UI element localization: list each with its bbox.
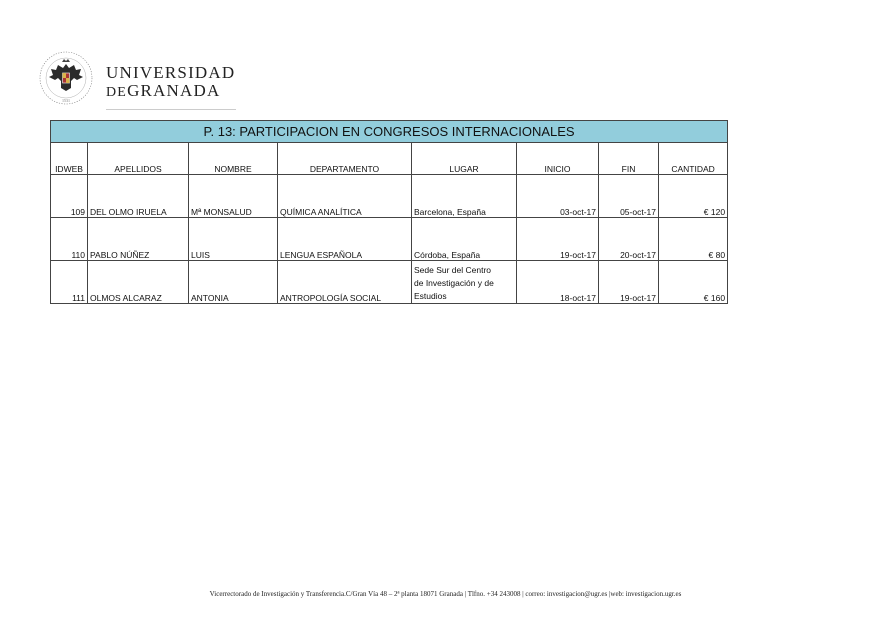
cell-inicio: 18-oct-17 — [517, 261, 599, 304]
column-header-departamento: DEPARTAMENTO — [278, 143, 412, 175]
cell-inicio: 03-oct-17 — [517, 175, 599, 218]
cell-fin: 05-oct-17 — [599, 175, 659, 218]
logo-line-granada: DEGRANADA — [106, 81, 221, 100]
cell-inicio: 19-oct-17 — [517, 218, 599, 261]
column-header-apellidos: APELLIDOS — [88, 143, 189, 175]
cell-fin: 19-oct-17 — [599, 261, 659, 304]
cell-departamento: QUÍMICA ANALÍTICA — [278, 175, 412, 218]
table-title: P. 13: PARTICIPACION EN CONGRESOS INTERNACIONALES — [51, 121, 728, 143]
cell-cantidad: € 160 — [659, 261, 728, 304]
table-row — [51, 218, 728, 261]
cell-idweb: 110 — [51, 218, 88, 261]
page-footer: Vicerrectorado de Investigación y Transferencia.C/Gran Vía 48 – 2ª planta 18071 Granada | Tlfno. +34 243008 | correo: investigacion@ugr.es |web: investigacion.ugr.es — [209, 590, 682, 598]
cell-idweb: 111 — [51, 261, 88, 304]
column-header-lugar: LUGAR — [412, 143, 517, 175]
university-seal-icon — [38, 50, 94, 106]
column-header-inicio: INICIO — [517, 143, 599, 175]
university-logo — [38, 50, 238, 110]
table-row — [51, 261, 728, 304]
column-header-fin: FIN — [599, 143, 659, 175]
cell-apellidos: PABLO NÚÑEZ — [88, 218, 189, 261]
table-header-row — [51, 143, 728, 175]
cell-idweb: 109 — [51, 175, 88, 218]
table-title-row — [51, 121, 728, 143]
logo-line-universidad: UNIVERSIDAD — [106, 63, 236, 82]
cell-lugar: Barcelona, España — [412, 175, 517, 218]
cell-nombre: LUIS — [189, 218, 278, 261]
cell-nombre: ANTONIA — [189, 261, 278, 304]
column-header-idweb: IDWEB — [51, 143, 88, 175]
column-header-cantidad: CANTIDAD — [659, 143, 728, 175]
cell-lugar — [412, 261, 517, 304]
cell-fin: 20-oct-17 — [599, 218, 659, 261]
cell-lugar: Córdoba, España — [412, 218, 517, 261]
table-row — [51, 175, 728, 218]
column-header-nombre: NOMBRE — [189, 143, 278, 175]
cell-apellidos: DEL OLMO IRUELA — [88, 175, 189, 218]
cell-departamento: LENGUA ESPAÑOLA — [278, 218, 412, 261]
cell-cantidad: € 120 — [659, 175, 728, 218]
cell-apellidos: OLMOS ALCARAZ — [88, 261, 189, 304]
lugar-line: Sede Sur del Centro — [414, 265, 492, 275]
cell-nombre: Mª MONSALUD — [189, 175, 278, 218]
svg-text:1531: 1531 — [62, 98, 70, 103]
congress-participation-table — [50, 120, 728, 304]
logo-wordmark — [106, 64, 235, 100]
cell-departamento: ANTROPOLOGÍA SOCIAL — [278, 261, 412, 304]
lugar-line: de Investigación y de — [414, 278, 494, 288]
cell-cantidad: € 80 — [659, 218, 728, 261]
lugar-line: Estudios — [414, 291, 447, 301]
logo-divider — [106, 109, 236, 110]
